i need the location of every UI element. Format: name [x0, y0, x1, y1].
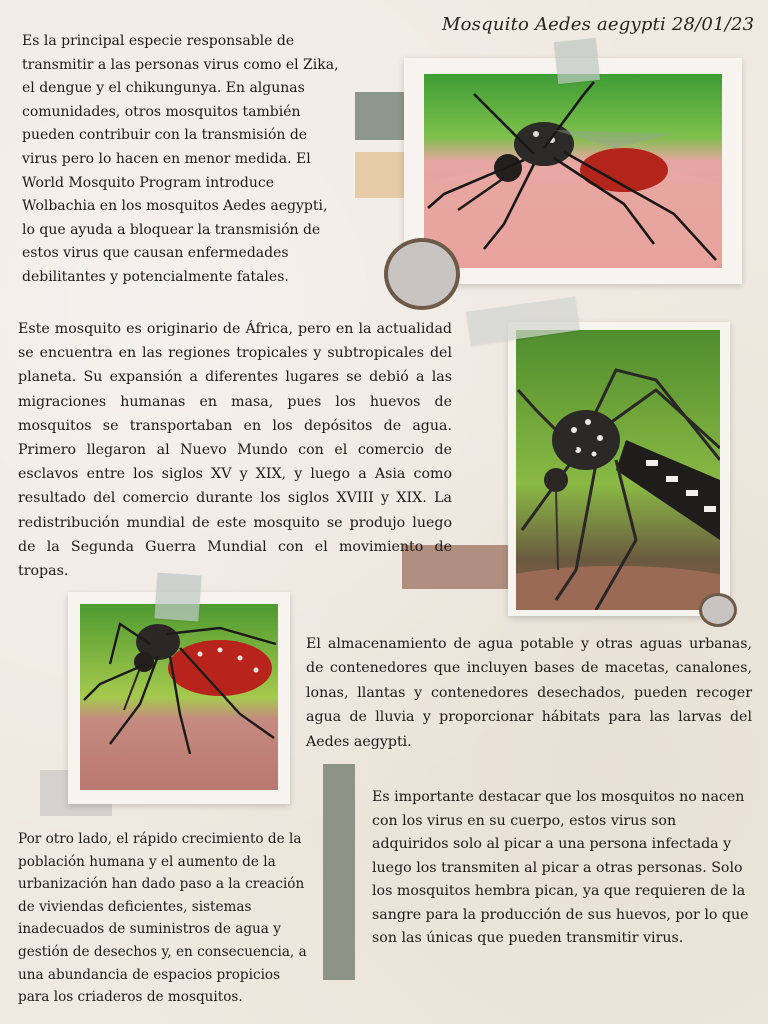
decorative-circle-small [699, 593, 737, 627]
mosquito-closeup-green-icon [516, 330, 720, 610]
vertical-accent-bar [323, 764, 355, 980]
mosquito-photo-1 [404, 58, 742, 284]
mosquito-feeding-on-skin-icon [424, 74, 722, 268]
transmission-paragraph: Es importante destacar que los mosquitos no nacen con los virus en su cuerpo, estos virus son adquiridos solo al picar a una persona infectada y luego los transmiten al picar a otras personas. Solo los mosquitos hembra pican, ya que requieren de la sangre para la producción de sus huevos, por lo que son las únicas que pueden transmitir virus. [372, 789, 749, 946]
tape-strip-1 [554, 38, 600, 84]
origin-paragraph: Este mosquito es originario de África, pero en la actualidad se encuentra en las regiones tropicales y subtropicales del planeta. Su expansión a diferentes lugares se debió a las migraciones humanas en masa, pues los huevos de mosquitos se transportaban en los depósitos de agua. Primero llegaron al Nuevo Mundo con el comercio de esclavos entre los siglos XV y XIX, y luego a Asia como resultado del comercio durante los siglos XVIII y XIX. La redistribución mundial de este mosquito se produjo luego de la Segunda Guerra Mundial con el movimiento de tropas. [18, 321, 452, 580]
habitat-paragraph: El almacenamiento de agua potable y otras aguas urbanas, de contenedores que incluyen bases de macetas, canalones, lonas, llantas y contenedores desechados, pueden recoger agua de lluvia y proporcionar hábitats para las larvas del Aedes aegypti. [306, 636, 752, 750]
page-title: Mosquito Aedes aegypti 28/01/23 [442, 14, 755, 35]
urbanization-paragraph: Por otro lado, el rápido crecimiento de la población humana y el aumento de la urbanización han dado paso a la creación de viviendas deficientes, sistemas inadecuados de suministros de agua y gestión de desechos y, en consecuencia, a una abundancia de espacios propicios para los criaderos de mosquitos. [18, 831, 307, 1006]
mosquito-photo-3 [68, 592, 290, 804]
mosquito-blood-filled-icon [80, 604, 278, 790]
intro-paragraph: Es la principal especie responsable de transmitir a las personas virus como el Zika, el dengue y el chikungunya. En algunas comunidades, otros mosquitos también pueden contribuir con la transmisión de virus pero lo hacen en menor medida. El World Mosquito Program introduce Wolbachia en los mosquitos Aedes aegypti, lo que ayuda a bloquear la transmisión de estos virus que causan enfermedades debilitantes y potencialmente fatales. [22, 33, 339, 285]
mosquito-photo-2 [508, 322, 730, 616]
decorative-circle-large [384, 238, 460, 310]
